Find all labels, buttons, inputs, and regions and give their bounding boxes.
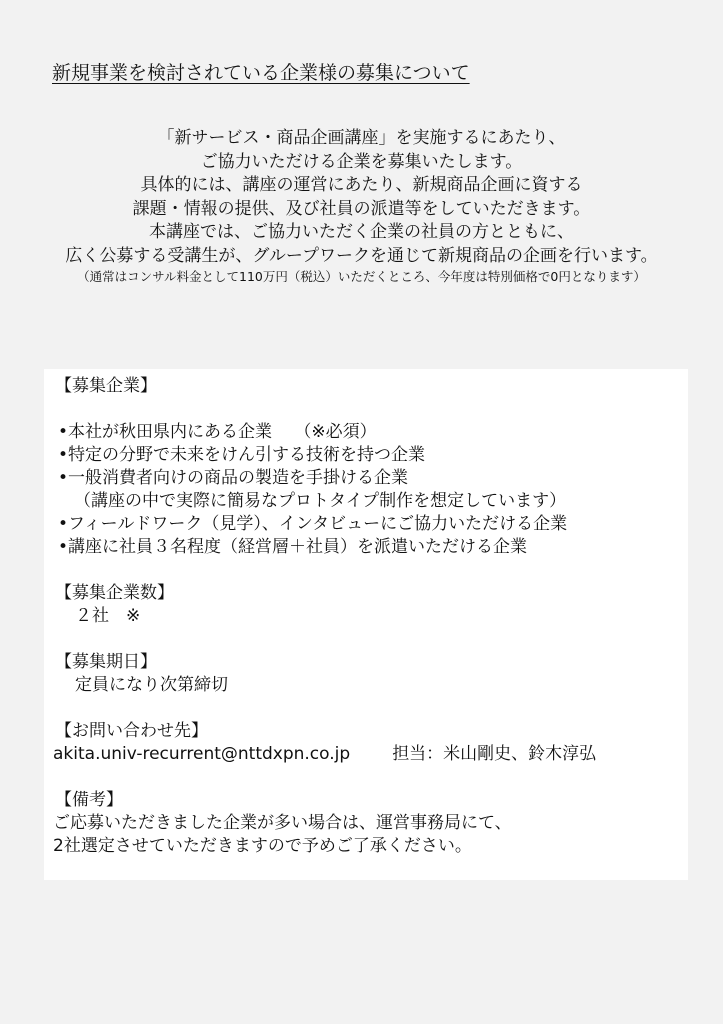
recruit-requirement: •講座に社員３名程度（経営層＋社員）を派遣いただける企業	[58, 537, 528, 557]
recruit-requirement-note: （講座の中で実際に簡易なプロトタイプ制作を想定しています）	[74, 491, 567, 511]
remarks-heading: 【備考】	[55, 790, 123, 810]
intro-section	[0, 127, 723, 286]
remarks-line: 2社選定させていただきますので予めご了承ください。	[53, 836, 472, 856]
intro-line: 広く公募する受講生が、グループワークを通じて新規商品の企画を行います。	[65, 245, 658, 266]
intro-line: 「新サービス・商品企画講座」を実施するにあたり、	[157, 128, 566, 148]
contact-email[interactable]: akita.univ-recurrent@nttdxpn.co.jp	[53, 744, 351, 764]
details-panel	[44, 369, 688, 880]
recruit-heading: 【募集企業】	[55, 376, 157, 396]
intro-line: 具体的には、講座の運営にあたり、新規商品企画に資する	[140, 175, 583, 195]
page-title: 新規事業を検討されている企業様の募集について	[52, 62, 470, 84]
intro-line: 課題・情報の提供、及び社員の派遣等をしていただきます。	[132, 198, 591, 219]
recruit-requirement: •一般消費者向けの商品の製造を手掛ける企業	[58, 468, 409, 488]
intro-price-note: （通常はコンサル料金として110万円（税込）いただくところ、今年度は特別価格で0円となります）	[77, 269, 646, 284]
contact-person: 担当：米山剛史、鈴木淳弘	[392, 744, 597, 764]
intro-line: 本講座では、ご協力いただく企業の社員の方とともに、	[149, 222, 574, 242]
count-heading: 【募集企業数】	[55, 583, 174, 603]
contact-line	[53, 743, 688, 766]
recruit-requirement: •本社が秋田県内にある企業 （※必須）	[58, 422, 377, 442]
period-value: 定員になり次第締切	[75, 675, 228, 695]
recruit-requirement: •フィールドワーク（見学）、インタビューにご協力いただける企業	[58, 514, 568, 534]
recruit-requirement: •特定の分野で未来をけん引する技術を持つ企業	[58, 445, 426, 465]
intro-line: ご協力いただける企業を募集いたします。	[200, 151, 523, 172]
count-value: ２社 ※	[75, 606, 141, 626]
remarks-line: ご応募いただきました企業が多い場合は、運営事務局にて、	[53, 813, 512, 833]
contact-heading: 【お問い合わせ先】	[55, 721, 208, 741]
period-heading: 【募集期日】	[55, 652, 157, 672]
